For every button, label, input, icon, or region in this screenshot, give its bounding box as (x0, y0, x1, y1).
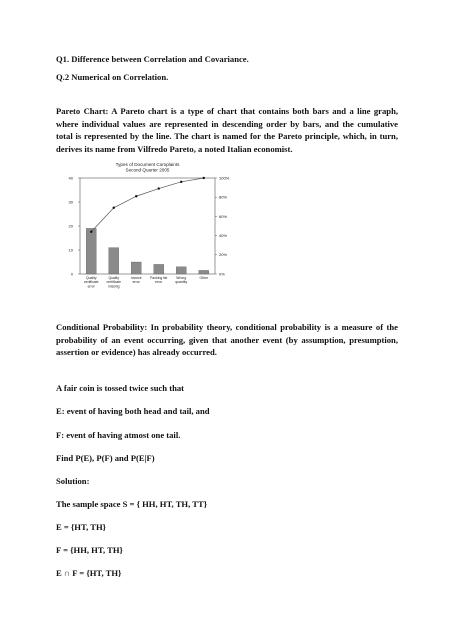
category-label: Packing list (150, 276, 168, 280)
conditional-probability-paragraph: Conditional Probability: In probability theory, conditional probability is a measure of the probability of an event occurring, given that another event (by assumption, presumption, assertion or evidence) has already occurred. (56, 322, 398, 358)
pareto-paragraph: Pareto Chart: A Pareto chart is a type of chart that contains both bars and a line graph, where individual values are represented in descending order by bars, and the cumulative total is represented by the line. The chart is named for the Pareto principle, which, in turn, derives its name from Vilfredo Pareto, a noted Italian economist. (56, 106, 398, 154)
category-label: Quality (85, 276, 97, 280)
bar (176, 267, 186, 274)
bar (199, 270, 209, 274)
bar (131, 262, 141, 274)
cumulative-line (91, 178, 204, 232)
solution-heading: Solution: (56, 476, 90, 486)
y2-tick-label: 80% (219, 194, 228, 200)
cumulative-point (90, 231, 92, 233)
problem-line-2: E: event of having both head and tail, and (56, 406, 210, 416)
question-2: Q.2 Numerical on Correlation. (56, 72, 169, 82)
category-label: error (132, 280, 140, 285)
cumulative-point (203, 177, 205, 179)
pareto-chart-svg (55, 160, 265, 300)
y2-tick-label: 20% (219, 252, 228, 258)
category-label: Other (199, 276, 208, 280)
y-tick-label: 40 (68, 175, 73, 181)
category-label: certificate (83, 280, 99, 285)
cumulative-point (113, 207, 115, 209)
chart-title: Types of Document Complaints (115, 162, 180, 167)
y2-tick-label: 40% (219, 233, 228, 238)
set-e: E = {HT, TH} (56, 522, 107, 532)
y2-tick-label: 0% (219, 271, 225, 277)
problem-line-4: Find P(E), P(F) and P(E|F) (56, 453, 155, 463)
cumulative-point (180, 181, 182, 183)
category-label: Wrong (176, 276, 187, 280)
category-label: error (155, 280, 163, 285)
y2-tick-label: 100% (219, 175, 230, 181)
y2-tick-label: 60% (219, 213, 228, 219)
category-label: missing (108, 284, 120, 289)
problem-line-3: F: event of having atmost one tail. (56, 430, 181, 440)
bar (86, 228, 96, 274)
category-label: error (87, 284, 95, 289)
y-tick-label: 20 (68, 223, 73, 229)
y-tick-label: 0 (70, 271, 73, 277)
y-tick-label: 10 (68, 247, 73, 253)
bar (154, 264, 164, 274)
category-label: Quality (108, 276, 120, 280)
set-e-intersect-f: E ∩ F = {HT, TH} (56, 568, 122, 578)
problem-line-1: A fair coin is tossed twice such that (56, 383, 185, 393)
pareto-chart (55, 160, 265, 300)
chart-subtitle: Second Quarter 2005 (125, 167, 170, 173)
category-label: certificate (106, 280, 122, 285)
bar (109, 248, 119, 274)
category-label: Invoice (130, 276, 142, 280)
sample-space: The sample space S = { HH, HT, TH, TT} (56, 499, 208, 509)
set-f: F = {HH, HT, TH} (56, 545, 123, 555)
cumulative-point (158, 187, 160, 189)
y-tick-label: 30 (68, 199, 73, 205)
category-label: quantity (175, 280, 188, 285)
question-1: Q1. Difference between Correlation and Covariance. (56, 54, 249, 64)
cumulative-point (135, 195, 137, 197)
